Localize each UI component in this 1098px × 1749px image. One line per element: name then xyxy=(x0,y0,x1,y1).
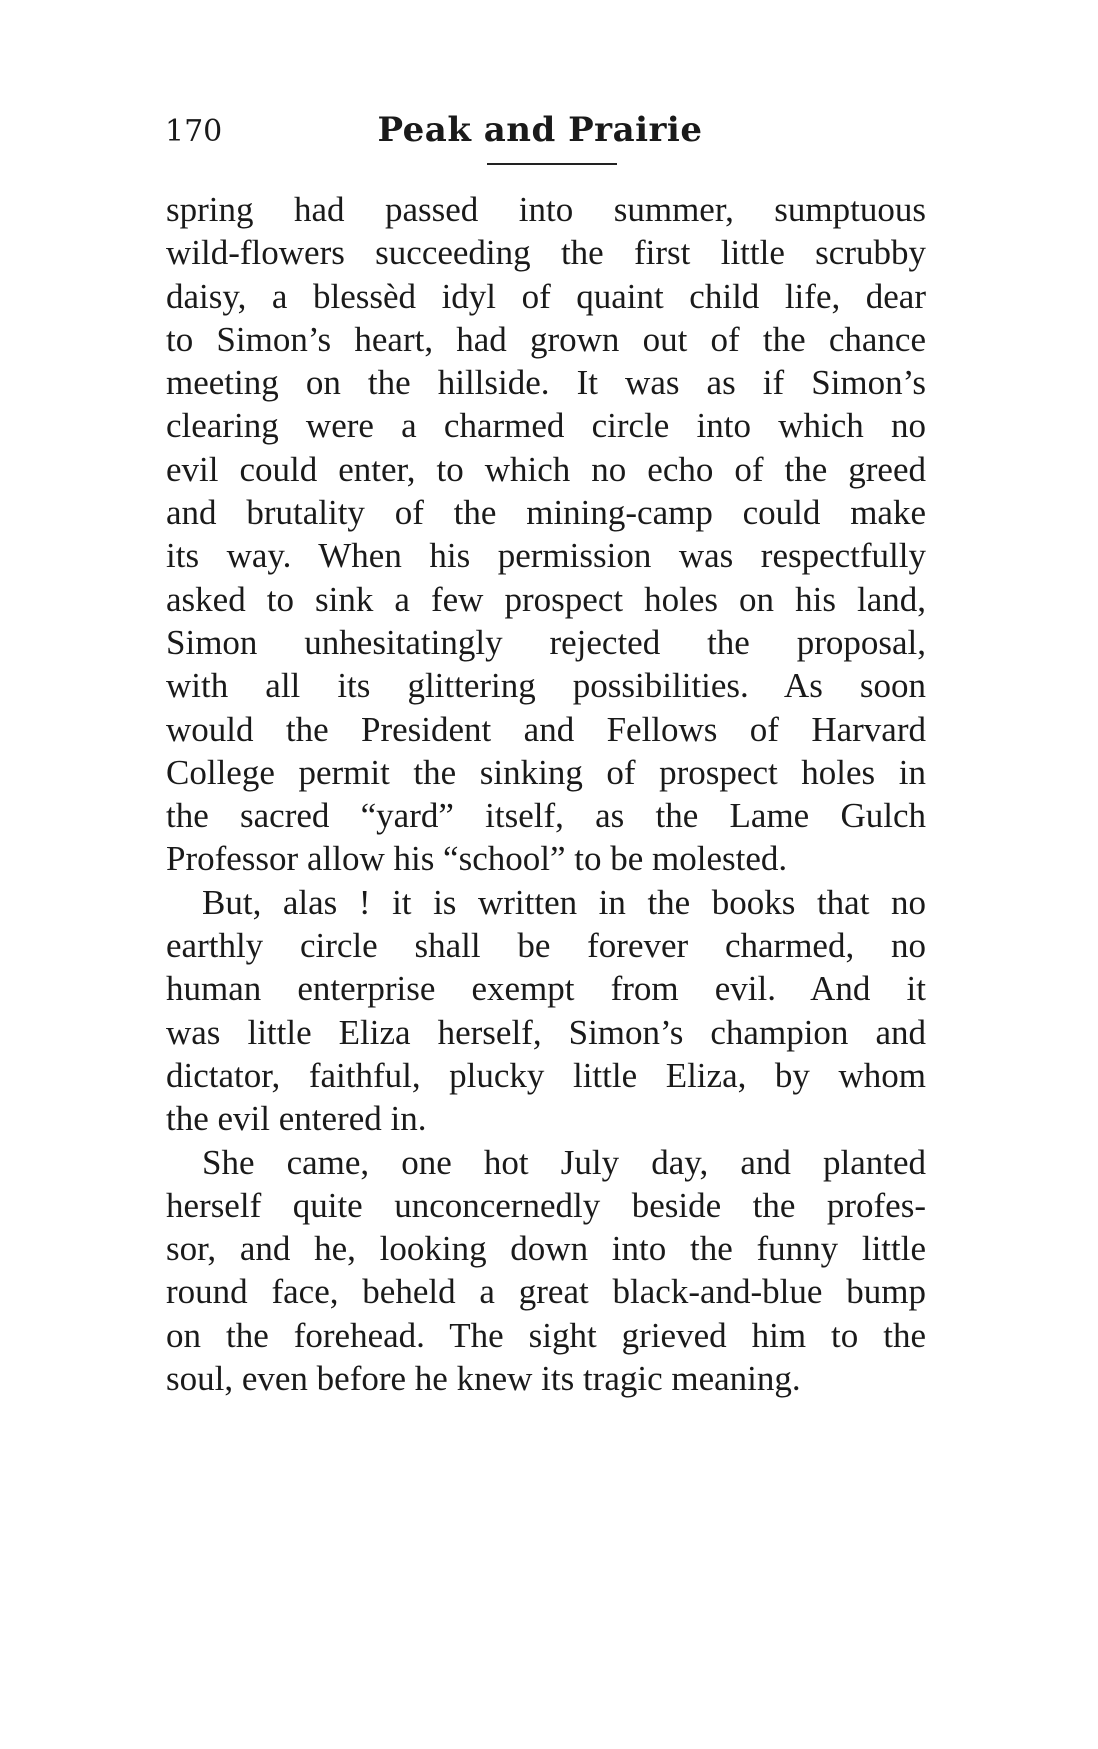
text-line: She came, one hot July day, and planted xyxy=(202,1142,926,1182)
paragraph xyxy=(166,881,926,1141)
text-line: on the forehead. The sight grieved him to the xyxy=(166,1315,926,1355)
text-line: daisy, a blessèd idyl of quaint child life, dear xyxy=(166,276,926,316)
paragraph xyxy=(166,1141,926,1401)
text-line: and brutality of the mining-camp could make xyxy=(166,493,926,533)
text-line: wild-flowers succeeding the first little scrubby xyxy=(166,233,926,273)
text-line: human enterprise exempt from evil. And it xyxy=(166,969,926,1009)
text-line: Professor allow his “school” to be molested. xyxy=(166,839,788,879)
header-rule xyxy=(487,163,617,165)
text-line: to Simon’s heart, had grown out of the chance xyxy=(166,319,926,359)
text-line: asked to sink a few prospect holes on his land, xyxy=(166,579,926,619)
text-line: the sacred “yard” itself, as the Lame Gulch xyxy=(166,796,926,836)
text-line: herself quite unconcernedly beside the profes- xyxy=(166,1185,926,1225)
text-line: Simon unhesitatingly rejected the proposal, xyxy=(166,622,926,662)
text-line: But, alas ! it is written in the books that no xyxy=(202,882,926,922)
text-line: the evil entered in. xyxy=(166,1099,427,1139)
text-line: College permit the sinking of prospect holes in xyxy=(166,752,926,792)
text-line: earthly circle shall be forever charmed, no xyxy=(166,926,926,966)
text-line: clearing were a charmed circle into which no xyxy=(166,406,926,446)
running-title: Peak and Prairie xyxy=(377,110,703,150)
text-line: with all its glittering possibilities. As soon xyxy=(166,666,926,706)
text-line: its way. When his permission was respectfully xyxy=(166,536,926,576)
body-text xyxy=(166,188,926,1400)
text-line: sor, and he, looking down into the funny little xyxy=(166,1229,926,1269)
text-line: would the President and Fellows of Harvard xyxy=(166,709,926,749)
paragraph xyxy=(166,188,926,881)
text-line: was little Eliza herself, Simon’s champion and xyxy=(166,1012,926,1052)
text-line: meeting on the hillside. It was as if Simon’s xyxy=(166,363,926,403)
text-line: dictator, faithful, plucky little Eliza, by whom xyxy=(166,1055,926,1095)
text-line: soul, even before he knew its tragic meaning. xyxy=(166,1359,801,1399)
text-line: spring had passed into summer, sumptuous xyxy=(166,190,926,229)
page-number: 170 xyxy=(165,114,223,149)
text-line: evil could enter, to which no echo of the greed xyxy=(166,449,926,489)
text-line: round face, beheld a great black-and-blue bump xyxy=(166,1272,926,1312)
